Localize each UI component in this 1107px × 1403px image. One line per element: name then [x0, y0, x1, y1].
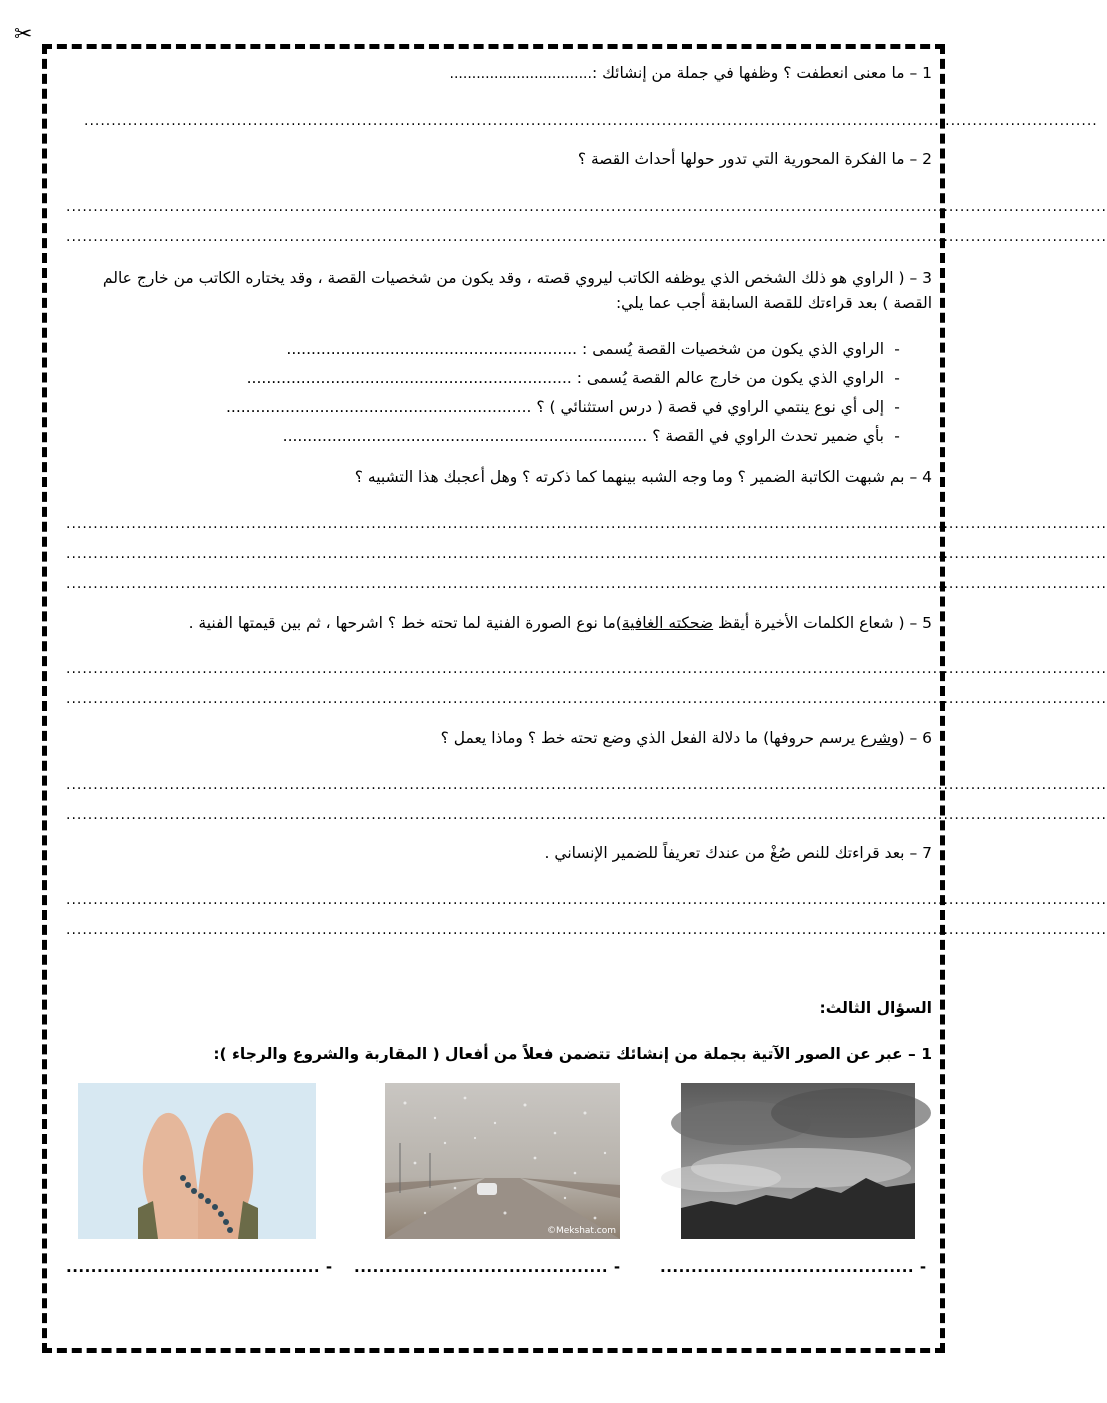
section-3-title: السؤال الثالث: [819, 999, 932, 1017]
question-4: 4 – بم شبهت الكاتبة الضمير ؟ وما وجه الشبه بينهما كما ذكرته ؟ وهل أعجبك هذا التشبيه ؟ [354, 468, 932, 486]
answer-line: ............................................................................................................................................................................................... [66, 229, 1107, 245]
answer-line: ............................................................................................................................................................................................... [66, 576, 1107, 592]
image-answer-line-3: ......................................... - [66, 1258, 333, 1276]
q3-item-1: -الراوي الذي يكون من شخصيات القصة يُسمى : ........................................................... [286, 340, 900, 358]
answer-line: ............................................................................................................................................................................................... [66, 892, 1107, 908]
answer-line: ............................................................................................................................................................................................... [66, 777, 1107, 793]
q3-item-4: -بأي ضمير تحدث الراوي في القصة ؟ .......................................................................... [282, 427, 900, 445]
cloudy-mountain-image [681, 1083, 915, 1239]
question-3: 3 – ( الراوي هو ذلك الشخص الذي يوظفه الكاتب ليروي قصته ، وقد يكون من شخصيات القصة ، وقد يختاره الكاتب من خارج عالم القصة ) بعد قراءتك للقصة السابقة أجب عما يلي: [102, 269, 932, 312]
question-6: 6 – (وشرع يرسم حروفها) ما دلالة الفعل الذي وضع تحته خط ؟ وماذا يعمل ؟ [440, 729, 932, 747]
watermark-text: ©Mekshat.com [547, 1226, 617, 1236]
q3-item-2: -الراوي الذي يكون من خارج عالم القصة يُسمى : .................................................................. [246, 369, 900, 387]
question-5: 5 – ( شعاع الكلمات الأخيرة أيقظ ضحكته الغافية)ما نوع الصورة الفنية لما تحته خط ؟ اشرحها ، ثم بين قيمتها الفنية . [188, 614, 932, 632]
question-2: 2 – ما الفكرة المحورية التي تدور حولها أحداث القصة ؟ [577, 150, 932, 168]
rainy-road-image [385, 1083, 620, 1239]
answer-line: .......................................................................................................................................................................................... [84, 113, 1098, 129]
answer-line: ............................................................................................................................................................................................... [66, 661, 1107, 677]
q3-item-3: -إلى أي نوع ينتمي الراوي في قصة ( درس استثنائي ) ؟ .............................................................. [225, 398, 900, 416]
question-7: 7 – بعد قراءتك للنص صُغْ من عندك تعريفاً للضمير الإنساني . [544, 844, 932, 862]
question-1: 1 – ما معنى انعطفت ؟ وظفها في جملة من إنشائك :................................ [449, 64, 932, 82]
answer-line: ............................................................................................................................................................................................... [66, 516, 1107, 532]
photo-praying-hands [78, 1083, 316, 1239]
praying-hands-image [78, 1083, 316, 1239]
image-answer-line-2: ......................................... - [354, 1258, 621, 1276]
photo-cloudy-mountain [681, 1083, 915, 1239]
answer-line: ............................................................................................................................................................................................... [66, 691, 1107, 707]
section-3-question-1: 1 – عبر عن الصور الآتية بجملة من إنشائك تتضمن فعلاً من أفعال ( المقاربة والشروع والرجاء ): [213, 1045, 932, 1063]
scissors-icon: ✂ [14, 22, 33, 47]
image-answer-line-1: ......................................... - [660, 1258, 927, 1276]
answer-line: ............................................................................................................................................................................................... [66, 546, 1107, 562]
photo-rainy-road [385, 1083, 620, 1239]
answer-line: ............................................................................................................................................................................................... [66, 807, 1107, 823]
answer-line: ............................................................................................................................................................................................... [66, 199, 1107, 215]
answer-line: ............................................................................................................................................................................................... [66, 922, 1107, 938]
